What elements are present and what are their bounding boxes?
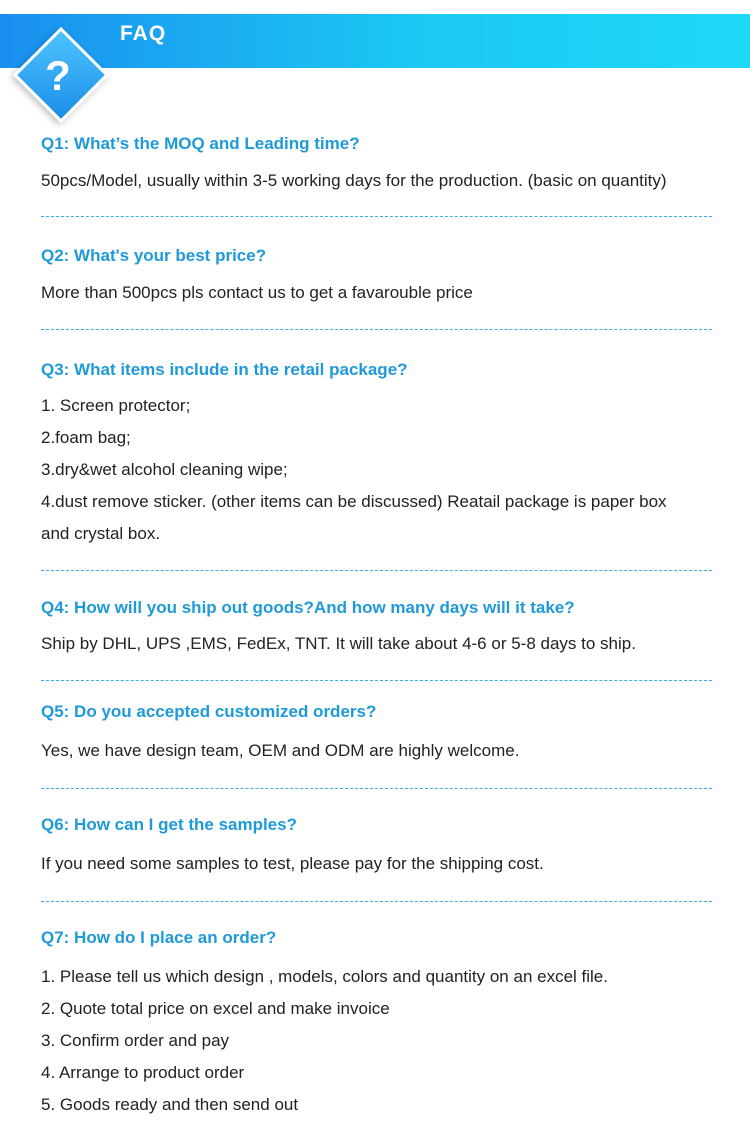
faq-header-banner bbox=[0, 14, 750, 68]
answer-line: 1. Screen protector; bbox=[41, 396, 191, 415]
answer-line: 2. Quote total price on excel and make invoice bbox=[41, 999, 390, 1018]
faq-answer-6 bbox=[41, 848, 721, 880]
faq-answer-5 bbox=[41, 735, 721, 767]
faq-answer-4 bbox=[41, 628, 721, 660]
answer-line: 50pcs/Model, usually within 3-5 working days for the production. (basic on quantity) bbox=[41, 171, 667, 190]
answer-line: 1. Please tell us which design , models, colors and quantity on an excel file. bbox=[41, 967, 608, 986]
divider bbox=[41, 788, 712, 789]
answer-line: More than 500pcs pls contact us to get a favarouble price bbox=[41, 283, 473, 302]
answer-line: Yes, we have design team, OEM and ODM are highly welcome. bbox=[41, 741, 520, 760]
divider bbox=[41, 680, 712, 681]
divider bbox=[41, 216, 712, 217]
faq-answer-2 bbox=[41, 277, 721, 309]
faq-question-5: Q5: Do you accepted customized orders? bbox=[41, 702, 377, 721]
faq-answer-7 bbox=[41, 961, 721, 1121]
faq-answer-1 bbox=[41, 165, 721, 197]
faq-question-2: Q2: What's your best price? bbox=[41, 246, 267, 265]
faq-question-3: Q3: What items include in the retail package? bbox=[41, 360, 408, 379]
answer-line: 4. Arrange to product order bbox=[41, 1063, 245, 1082]
divider bbox=[41, 901, 712, 902]
page-title: FAQ bbox=[120, 22, 167, 45]
faq-question-7: Q7: How do I place an order? bbox=[41, 928, 277, 947]
faq-answer-3 bbox=[41, 390, 721, 550]
answer-line: 5. Goods ready and then send out bbox=[41, 1095, 299, 1114]
answer-line: If you need some samples to test, please pay for the shipping cost. bbox=[41, 854, 544, 873]
answer-line: 2.foam bag; bbox=[41, 428, 131, 447]
answer-line: 3. Confirm order and pay bbox=[41, 1031, 230, 1050]
answer-line: 4.dust remove sticker. (other items can be discussed) Reatail package is paper box bbox=[41, 492, 667, 511]
divider bbox=[41, 570, 712, 571]
answer-line: 3.dry&wet alcohol cleaning wipe; bbox=[41, 460, 288, 479]
faq-question-1: Q1: What’s the MOQ and Leading time? bbox=[41, 134, 360, 153]
faq-question-6: Q6: How can I get the samples? bbox=[41, 815, 298, 834]
answer-line: Ship by DHL, UPS ,EMS, FedEx, TNT. It will take about 4-6 or 5-8 days to ship. bbox=[41, 634, 636, 653]
faq-question-4: Q4: How will you ship out goods?And how many days will it take? bbox=[41, 598, 575, 617]
question-mark-icon: ? bbox=[45, 52, 71, 99]
answer-line: and crystal box. bbox=[41, 524, 161, 543]
divider bbox=[41, 329, 712, 330]
